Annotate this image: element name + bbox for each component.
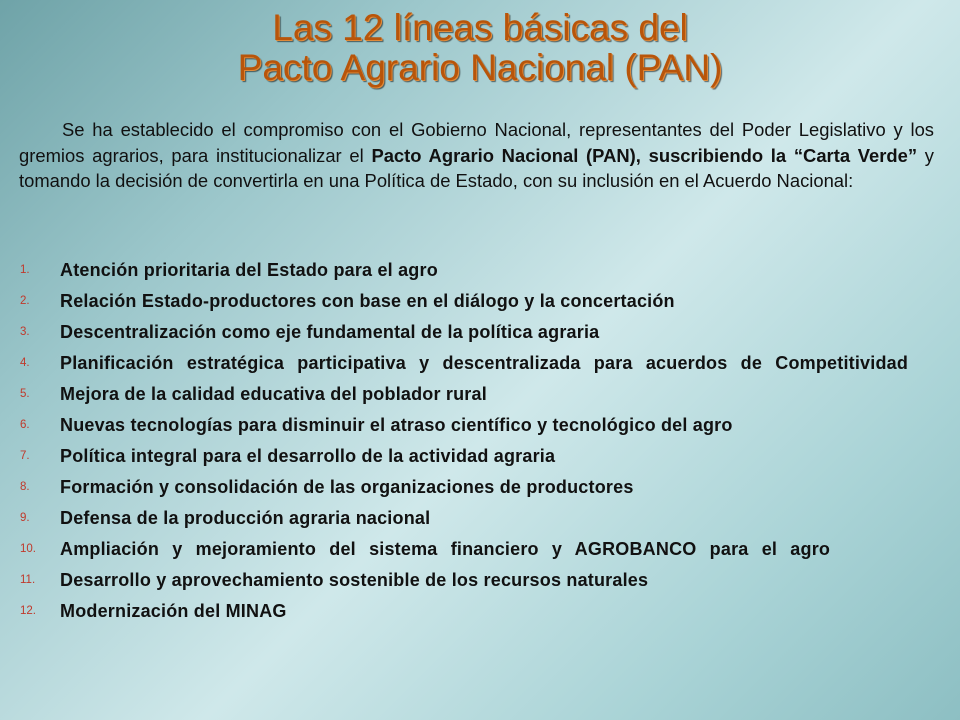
item-number: 12. [20,605,36,617]
item-number: 3. [20,326,30,338]
item-text: Mejora de la calidad educativa del poblador rural [60,384,487,404]
list-item [20,568,934,592]
list-item [20,413,934,437]
item-number: 6. [20,419,30,431]
item-text: Modernización del MINAG [60,601,287,621]
item-text: Desarrollo y aprovechamiento sostenible de los recursos naturales [60,570,649,590]
list-item [20,444,934,468]
item-number: 10. [20,543,36,555]
list-item [20,506,934,530]
lines-list [20,258,934,630]
item-text: Ampliación y mejoramiento del sistema financiero y AGROBANCO para el agro [60,539,831,559]
intro-text-1: Se ha establecido el compromiso con el Gobierno Nacional, representantes del Poder Legislativo y los gremios agrarios, para institucionalizar el [19,119,934,166]
intro-text-2: y tomando la decisión de convertirla en una Política de Estado, con su inclusión en el Acuerdo Nacional: [19,144,934,191]
item-text: Defensa de la producción agraria nacional [60,508,431,528]
list-item [20,258,934,282]
list-item [20,537,934,561]
item-text: Política integral para el desarrollo de la actividad agraria [60,446,556,466]
list-item [20,351,934,375]
item-text: Nuevas tecnologías para disminuir el atraso científico y tecnológico del agro [60,415,733,435]
item-number: 4. [20,357,30,369]
item-number: 7. [20,450,30,462]
intro-paragraph [19,117,934,194]
item-text: Relación Estado-productores con base en el diálogo y la concertación [60,291,675,311]
item-text: Atención prioritaria del Estado para el agro [60,260,438,280]
list-item [20,289,934,313]
item-number: 11. [20,574,36,586]
title-line-2: Pacto Agrario Nacional (PAN) [237,47,723,88]
item-text: Descentralización como eje fundamental de la política agraria [60,322,600,342]
item-number: 8. [20,481,30,493]
item-number: 1. [20,264,30,276]
item-number: 9. [20,512,30,524]
list-item [20,320,934,344]
item-number: 5. [20,388,30,400]
slide-title [0,8,960,88]
item-text: Formación y consolidación de las organizaciones de productores [60,477,634,497]
item-text: Planificación estratégica participativa y descentralizada para acuerdos de Competitividad [60,353,909,373]
list-item [20,382,934,406]
intro-bold-text: Pacto Agrario Nacional (PAN), suscribiendo la “Carta Verde” [371,144,918,166]
list-item [20,599,934,623]
item-number: 2. [20,295,30,307]
list-item [20,475,934,499]
title-line-1: Las 12 líneas básicas del [272,7,688,48]
